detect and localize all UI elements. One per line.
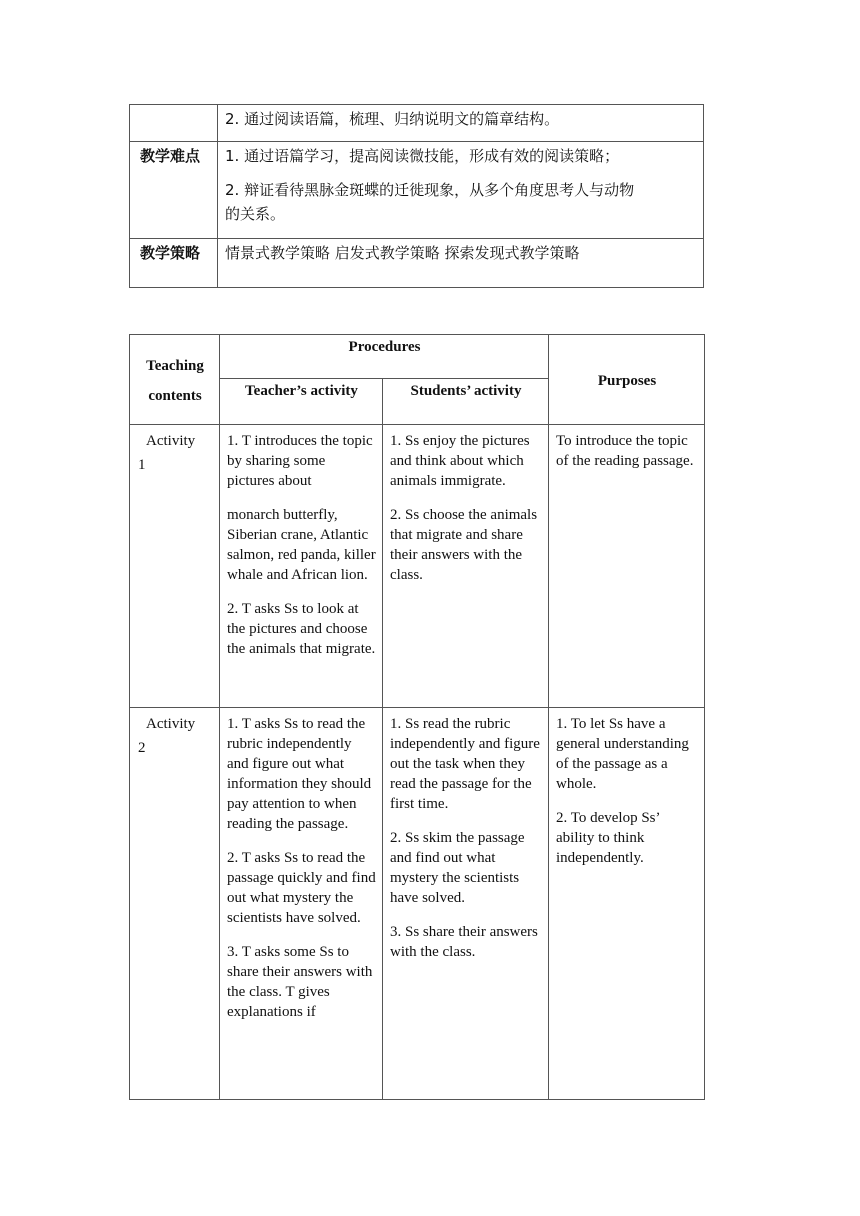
activity-label <box>130 708 220 1100</box>
student-step: 1. Ss enjoy the pictures and think about which animals immigrate. <box>390 433 530 489</box>
activity-number: 2 <box>138 740 146 756</box>
teacher-activity-cell <box>220 425 383 708</box>
teacher-step: 2. T asks Ss to read the passage quickly and find out what mystery the scientists have solved. <box>227 850 376 926</box>
strategy-label <box>130 239 218 288</box>
difficulty-line-2a: 2. 辩证看待黑脉金斑蝶的迁徙现象，从多个角度思考人与动物 <box>225 181 635 199</box>
students-activity-cell <box>383 425 549 708</box>
students-activity-cell <box>383 708 549 1100</box>
teacher-activity-header: Teacher’s activity <box>220 379 383 425</box>
purpose-item: 2. To develop Ss’ ability to think independently. <box>556 810 660 866</box>
difficulty-line-1: 1. 通过语篇学习，提高阅读微技能，形成有效的阅读策略； <box>225 147 620 165</box>
activity-label-line: Activity <box>146 716 196 732</box>
strategy-text <box>218 239 704 288</box>
label-text: 教学策略 <box>140 244 201 262</box>
objective-line: 2. 通过阅读语篇，梳理、归纳说明文的篇章结构。 <box>225 110 560 128</box>
header-line: contents <box>148 387 202 404</box>
difficulty-label <box>130 142 218 239</box>
teacher-step: 1. T introduces the topic by sharing some pictures about <box>227 433 373 489</box>
table-row <box>130 239 704 288</box>
purposes-cell <box>549 708 705 1100</box>
activity-label <box>130 425 220 708</box>
procedures-table <box>129 334 705 1100</box>
header-line: Teaching <box>146 357 204 374</box>
table-row <box>130 425 705 708</box>
table-row <box>130 105 704 142</box>
procedures-header: Procedures <box>220 335 549 379</box>
teacher-step: monarch butterfly, Siberian crane, Atlantic salmon, red panda, killer whale and African lion. <box>227 507 376 583</box>
student-step: 2. Ss choose the animals that migrate and share their answers with the class. <box>390 507 538 583</box>
teacher-step: 2. T asks Ss to look at the pictures and choose the animals that migrate. <box>227 601 376 657</box>
purpose-item: 1. To let Ss have a general understanding of the passage as a whole. <box>556 716 689 792</box>
difficulty-line-2b: 的关系。 <box>225 205 286 223</box>
purposes-cell <box>549 425 705 708</box>
teaching-contents-header <box>130 335 220 425</box>
header-row <box>130 335 705 379</box>
label-text: 教学难点 <box>140 147 201 165</box>
student-step: 3. Ss share their answers with the class. <box>390 924 538 960</box>
purposes-header: Purposes <box>549 335 705 425</box>
student-step: 1. Ss read the rubric independently and figure out the task when they read the passage for the first time. <box>390 716 540 812</box>
row-label-empty <box>130 105 218 142</box>
objectives-table <box>129 104 704 288</box>
table-row <box>130 142 704 239</box>
activity-number: 1 <box>138 457 146 473</box>
activity-label-line: Activity <box>146 433 196 449</box>
difficulty-text <box>218 142 704 239</box>
teacher-step: 1. T asks Ss to read the rubric independently and figure out what information they should pay attention to when reading the passage. <box>227 716 372 832</box>
teacher-step: 3. T asks some Ss to share their answers with the class. T gives explanations if <box>227 944 373 1020</box>
objective-text <box>218 105 704 142</box>
strategy-line: 情景式教学策略 启发式教学策略 探索发现式教学策略 <box>225 244 580 262</box>
students-activity-header: Students’ activity <box>383 379 549 425</box>
purpose-item: To introduce the topic of the reading passage. <box>556 433 694 469</box>
student-step: 2. Ss skim the passage and find out what mystery the scientists have solved. <box>390 830 525 906</box>
teacher-activity-cell <box>220 708 383 1100</box>
table-row <box>130 708 705 1100</box>
